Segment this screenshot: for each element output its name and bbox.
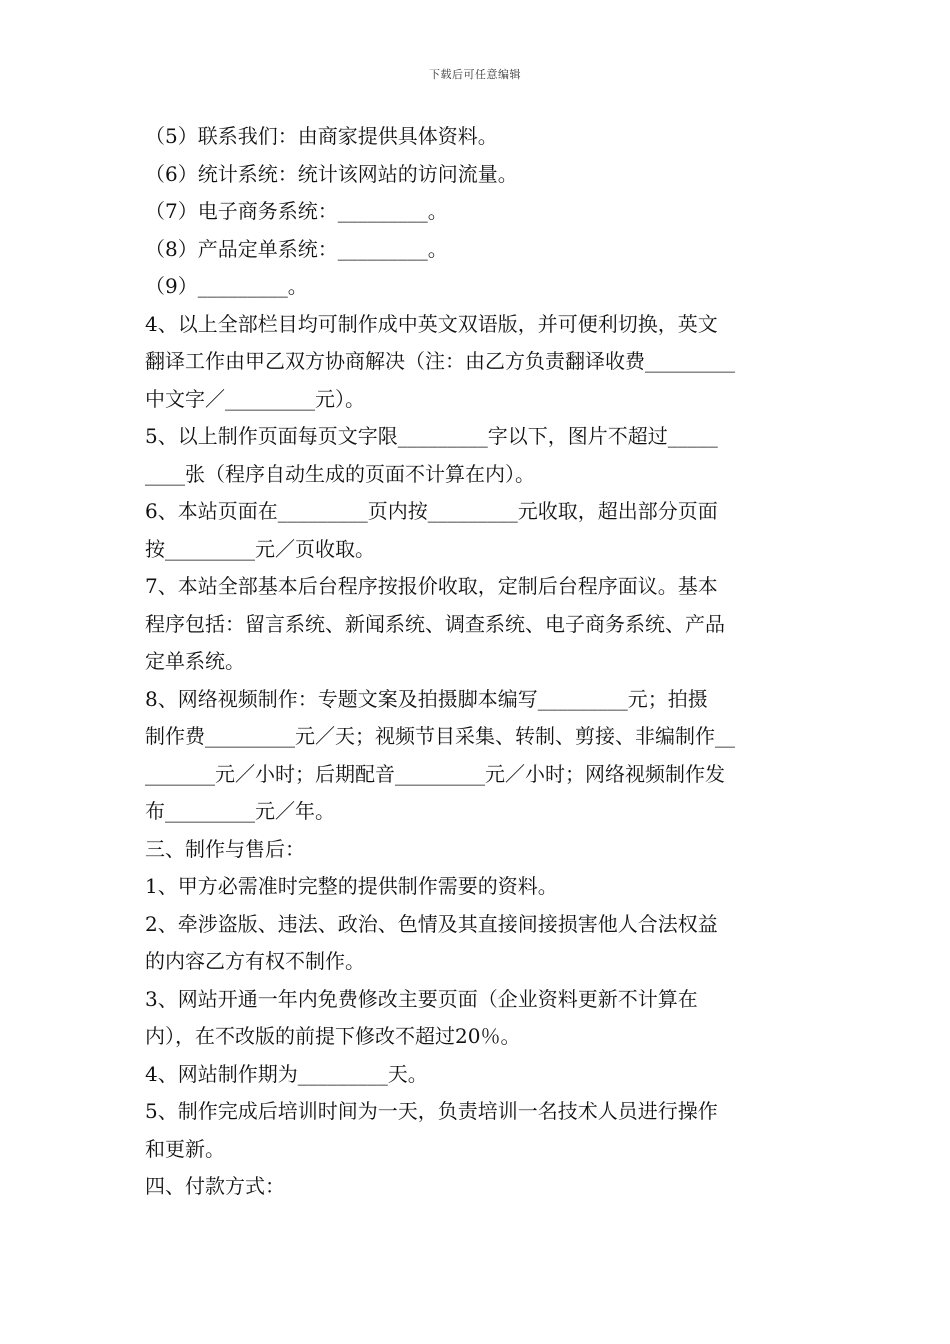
- text-line: _______元／小时；后期配音_________元／小时；网络视频制作发: [145, 761, 725, 786]
- text-line: 4、网站制作期为_________天。: [145, 1061, 428, 1086]
- text-line: 3、网站开通一年内免费修改主要页面（企业资料更新不计算在: [145, 986, 698, 1011]
- text-line: 内），在不改版的前提下修改不超过20％。: [145, 1024, 521, 1048]
- text-line: 布_________元／年。: [145, 799, 335, 823]
- text-line: （6）统计系统：统计该网站的访问流量。: [145, 161, 518, 186]
- text-line: 按_________元／页收取。: [145, 536, 375, 561]
- text-line: 4、以上全部栏目均可制作成中英文双语版，并可便利切换，英文: [145, 311, 718, 336]
- text-line: 1、甲方必需准时完整的提供制作需要的资料。: [145, 874, 558, 898]
- text-line: 5、制作完成后培训时间为一天，负责培训一名技术人员进行操作: [145, 1099, 718, 1123]
- text-line: 5、以上制作页面每页文字限_________字以下，图片不超过_____: [145, 424, 718, 448]
- text-line: 8、网络视频制作：专题文案及拍摄脚本编写_________元；拍摄: [145, 686, 708, 711]
- text-line: 6、本站页面在_________页内按_________元收取，超出部分页面: [145, 499, 718, 523]
- text-line: （8）产品定单系统：_________。: [145, 236, 448, 261]
- text-line: 翻译工作由甲乙双方协商解决（注：由乙方负责翻译收费_________: [145, 349, 735, 373]
- text-line: 和更新。: [145, 1136, 225, 1161]
- text-line: （5）联系我们：由商家提供具体资料。: [145, 124, 498, 148]
- text-line: 制作费_________元／天；视频节目采集、转制、剪接、非编制作__: [145, 724, 735, 748]
- text-line: （7）电子商务系统：_________。: [145, 199, 448, 223]
- text-line: 的内容乙方有权不制作。: [145, 949, 365, 973]
- text-line: ____张（程序自动生成的页面不计算在内）。: [145, 461, 535, 486]
- text-line: 四、付款方式：: [145, 1174, 285, 1198]
- text-line: 三、制作与售后：: [145, 836, 305, 861]
- document-body: [145, 118, 809, 1206]
- text-line: 中文字／_________元）。: [145, 386, 365, 411]
- text-line: 2、牵涉盗版、违法、政治、色情及其直接间接损害他人合法权益: [145, 911, 718, 936]
- text-line: 程序包括：留言系统、新闻系统、调查系统、电子商务系统、产品: [145, 611, 725, 636]
- text-line: 7、本站全部基本后台程序按报价收取，定制后台程序面议。基本: [145, 574, 718, 598]
- text-line: （9）_________。: [145, 274, 308, 298]
- text-line: 定单系统。: [145, 649, 245, 673]
- page-header: 下载后可任意编辑: [429, 68, 521, 81]
